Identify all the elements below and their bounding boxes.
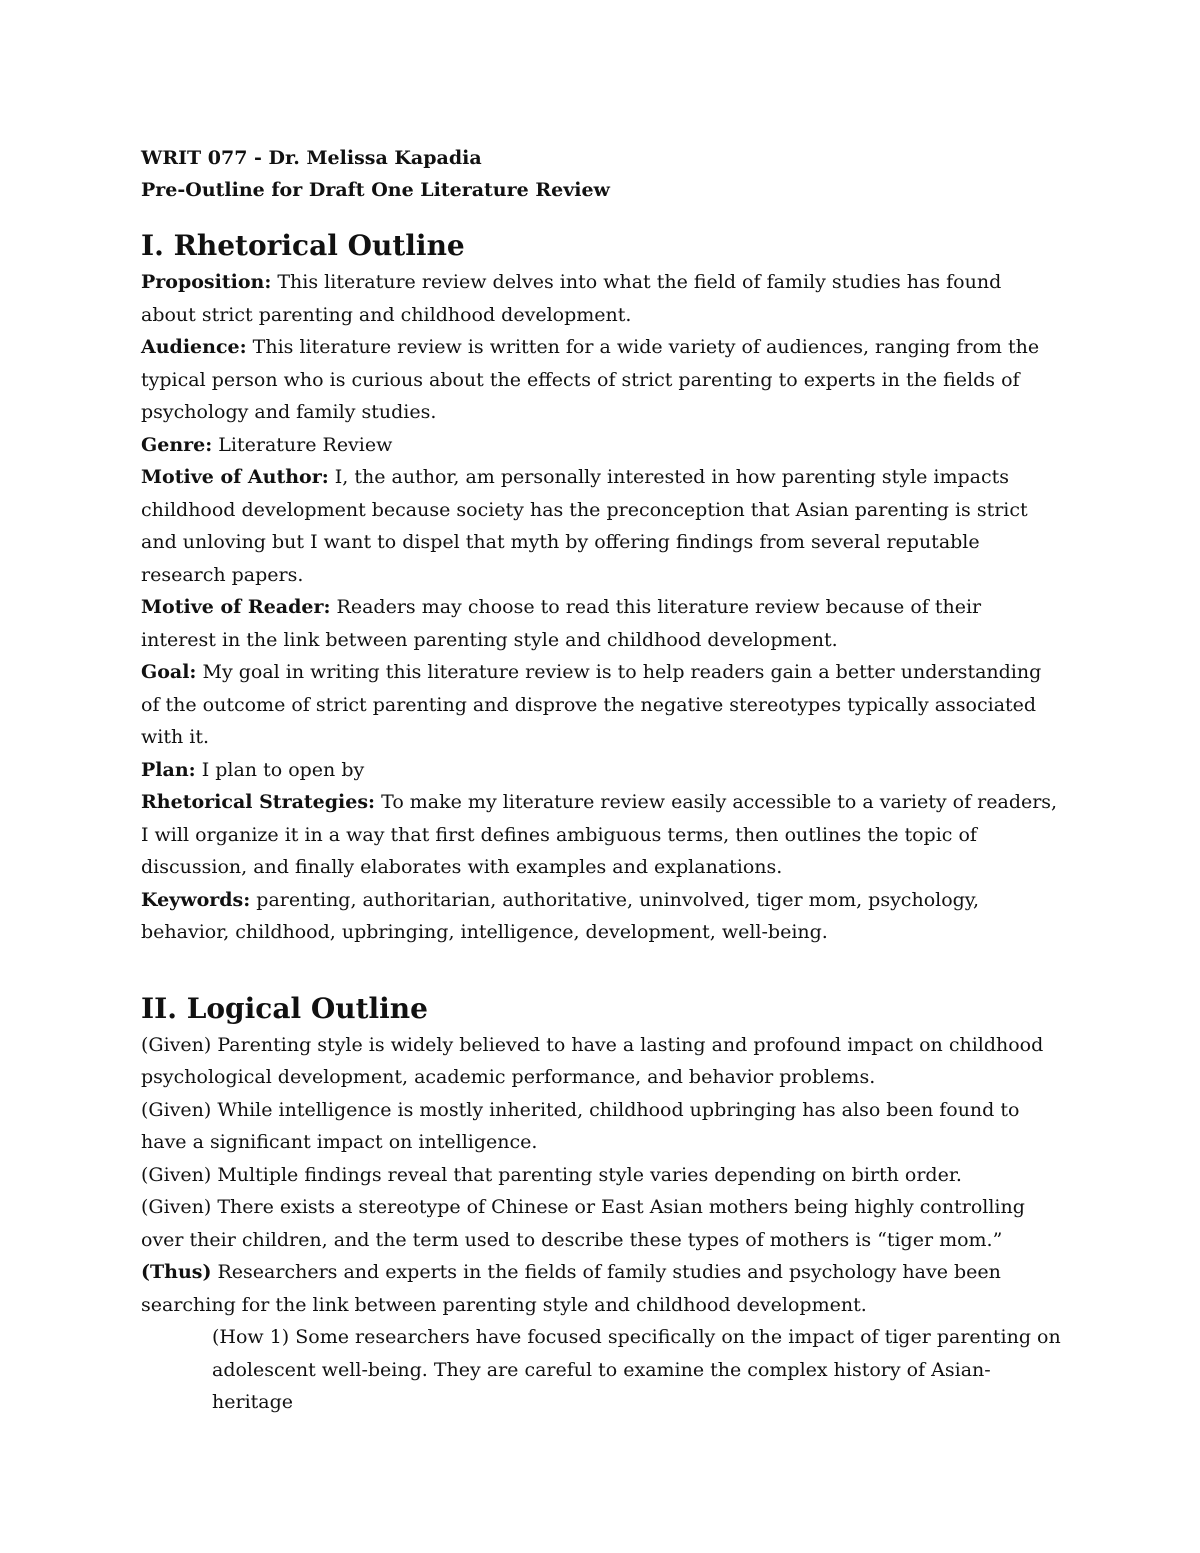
plan-paragraph: [141, 754, 1061, 787]
given-paragraph-3: (Given) Multiple findings reveal that parenting style varies depending on birth order.: [141, 1163, 962, 1186]
document-subtitle: Pre-Outline for Draft One Literature Review: [141, 179, 610, 201]
given-paragraph-2: (Given) While intelligence is mostly inherited, childhood upbringing has also been found to have a significant impact on intelligence.: [141, 1098, 1020, 1153]
genre-paragraph: [141, 429, 1061, 462]
rhetorical-outline-heading: I. Rhetorical Outline: [141, 229, 465, 262]
thus-paragraph: [141, 1256, 1061, 1321]
goal-text: My goal in writing this literature review is to help readers gain a better understanding of the outcome of strict parenting and disprove the negative stereotypes typically associated with it.: [141, 661, 1042, 748]
keywords-paragraph: [141, 884, 1061, 949]
keywords-text: parenting, authoritarian, authoritative, uninvolved, tiger mom, psychology, behavior, childhood, upbringing, intelligence, development, well-being.: [141, 888, 980, 943]
plan-text: I plan to open by: [195, 758, 365, 781]
given-paragraph-4: (Given) There exists a stereotype of Chinese or East Asian mothers being highly controlling over their children, and the term used to describe these types of mothers is “tiger mom.”: [141, 1196, 1025, 1251]
audience-label: Audience:: [141, 336, 247, 358]
audience-paragraph: [141, 331, 1061, 429]
proposition-text: This literature review delves into what the field of family studies has found about strict parenting and childhood development.: [141, 271, 1002, 326]
thus-label: (Thus): [141, 1261, 212, 1283]
keywords-label: Keywords:: [141, 888, 251, 911]
goal-paragraph: [141, 656, 1061, 754]
motive-of-reader-label: Motive of Reader:: [141, 596, 331, 618]
course-header: WRIT 077 - Dr. Melissa Kapadia: [141, 147, 482, 169]
proposition-paragraph: [141, 266, 1061, 331]
genre-text: Literature Review: [212, 433, 393, 456]
how-1-paragraph: (How 1) Some researchers have focused specifically on the impact of tiger parenting on adolescent well-being. They are careful to examine the complex history of Asian-heritage: [212, 1326, 1061, 1413]
thus-text: Researchers and experts in the fields of family studies and psychology have been searching for the link between parenting style and childhood development.: [141, 1261, 1001, 1316]
rhetorical-strategies-paragraph: [141, 786, 1061, 884]
audience-text: This literature review is written for a wide variety of audiences, ranging from the typical person who is curious about the effects of strict parenting to experts in the fields of psychology and family studies.: [141, 336, 1040, 423]
genre-label: Genre:: [141, 433, 213, 456]
motive-of-author-text: I, the author, am personally interested in how parenting style impacts childhood development because society has the preconception that Asian parenting is strict and unloving but I want to dispel that myth by offering findings from several reputable research papers.: [141, 466, 1028, 586]
proposition-label: Proposition:: [141, 271, 272, 293]
rhetorical-strategies-label: Rhetorical Strategies:: [141, 791, 376, 813]
motive-of-reader-paragraph: [141, 591, 1061, 656]
motive-of-author-paragraph: [141, 461, 1061, 591]
goal-label: Goal:: [141, 661, 197, 683]
motive-of-author-label: Motive of Author:: [141, 466, 329, 488]
plan-label: Plan:: [141, 758, 196, 781]
rhetorical-strategies-text: To make my literature review easily accessible to a variety of readers, I will organize it in a way that first defines ambiguous terms, then outlines the topic of discussion, and finally elaborates with examples and explanations.: [141, 791, 1058, 878]
document-body: [141, 142, 1061, 1419]
given-paragraph-1: (Given) Parenting style is widely believed to have a lasting and profound impact on childhood psychological development, academic performance, and behavior problems.: [141, 1033, 1044, 1088]
motive-of-reader-text: Readers may choose to read this literature review because of their interest in the link between parenting style and childhood development.: [141, 596, 982, 651]
logical-outline-heading: II. Logical Outline: [141, 991, 428, 1025]
